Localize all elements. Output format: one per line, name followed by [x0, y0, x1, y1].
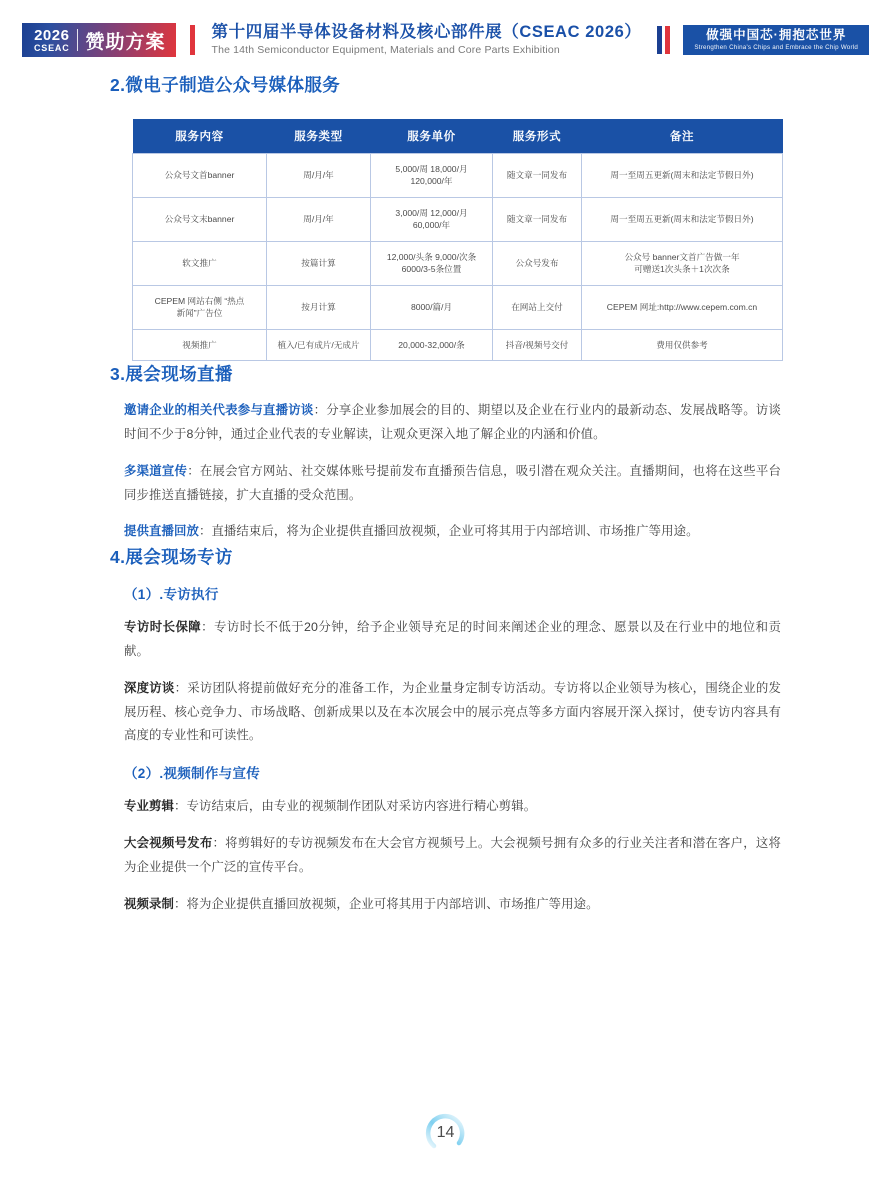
paragraph-body: ：分享企业参加展会的目的、期望以及企业在行业内的最新动态、发展战略等。访谈时间不少于8分钟，通过企业代表的专业解读，让观众更深入地了解企业的内涵和价值。 — [124, 403, 781, 441]
table-row — [133, 197, 783, 241]
page-header — [0, 0, 891, 72]
header-title-en: The 14th Semiconductor Equipment, Materials and Core Parts Exhibition — [211, 44, 560, 57]
cell-type: 周/月/年 — [267, 197, 371, 241]
cell-price — [371, 197, 493, 241]
paragraph — [124, 616, 781, 664]
page-number: 14 — [436, 1124, 455, 1141]
table-row — [133, 154, 783, 198]
cell-type: 周/月/年 — [267, 154, 371, 198]
paragraph-lead: 专业剪辑 — [124, 799, 174, 814]
cell-note: 周一至周五更新(周末和法定节假日外) — [582, 154, 783, 198]
brand-divider — [77, 29, 78, 51]
paragraph-lead: 多渠道宣传 — [124, 463, 188, 478]
cell-form: 抖音/视频号交付 — [493, 329, 582, 360]
paragraph-lead: 深度访谈 — [124, 680, 175, 695]
cell-price: 20,000-32,000/条 — [371, 329, 493, 360]
paragraph-lead: 大会视频号发布 — [124, 836, 213, 851]
paragraph — [124, 677, 781, 748]
cell-price: 8000/篇/月 — [371, 285, 493, 329]
cell-price-line-2: 6000/3-5条位置 — [401, 264, 462, 275]
paragraph-lead: 视频录制 — [124, 896, 174, 911]
cell-price — [371, 241, 493, 285]
cell-note-line-1: 公众号 banner文首广告做一年 — [624, 251, 740, 262]
cell-form: 公众号发布 — [493, 241, 582, 285]
cell-price — [371, 154, 493, 198]
table-col-header-type: 服务类型 — [267, 119, 371, 154]
header-title-block — [212, 22, 642, 58]
accent-bar-red — [190, 25, 195, 55]
paragraph-body: ：将剪辑好的专访视频发布在大会官方视频号上。大会视频号拥有众多的行业关注者和潜在客户，这将为企业提供一个广泛的宣传平台。 — [124, 836, 782, 874]
cell-price-line-1: 5,000/周 18,000/月 — [395, 164, 468, 174]
section-3-heading: 3.展会现场直播 — [110, 364, 233, 385]
paragraph — [124, 832, 781, 880]
cell-type: 按篇计算 — [267, 241, 371, 285]
subsection-1-heading: （1）.专访执行 — [124, 587, 219, 603]
page-number-footer — [0, 1110, 891, 1156]
cell-form: 随文章一同发布 — [493, 154, 582, 198]
cell-price-line-1: 12,000/头条 9,000/次条 — [386, 251, 477, 262]
cell-content: 视频推广 — [133, 329, 267, 360]
page-content — [0, 72, 891, 916]
slogan-cn: 做强中国芯·拥抱芯世界 — [706, 27, 847, 42]
cell-type: 按月计算 — [267, 285, 371, 329]
slogan-banner — [683, 25, 869, 55]
paragraph — [124, 795, 781, 819]
cell-content-line-1: CEPEM 网站右侧 “热点 — [154, 295, 245, 306]
page-number-badge — [423, 1110, 469, 1156]
slogan-en: Strengthen China's Chips and Embrace the Chip World — [694, 43, 859, 51]
paragraph-lead: 提供直播回放 — [124, 524, 199, 539]
cell-type: 植入/已有成片/无成片 — [267, 329, 371, 360]
header-title-cn: 第十四届半导体设备材料及核心部件展（CSEAC 2026） — [211, 22, 642, 41]
paragraph-lead: 邀请企业的相关代表参与直播访谈 — [124, 403, 314, 418]
paragraph-body: ：专访结束后，由专业的视频制作团队对采访内容进行精心剪辑。 — [173, 799, 537, 814]
cell-price-line-2: 120,000/年 — [410, 176, 453, 187]
header-accent-bars-left — [190, 25, 198, 55]
table-col-header-content: 服务内容 — [133, 119, 267, 154]
header-accent-bars-right — [657, 26, 673, 54]
paragraph — [124, 893, 781, 917]
cell-note-line-2: 可赠送1次头条＋1次次条 — [634, 264, 730, 275]
brand-cn-label: 赞助方案 — [85, 31, 166, 53]
table-col-header-note: 备注 — [582, 119, 783, 154]
subsection-2-heading: （2）.视频制作与宣传 — [124, 766, 261, 782]
paragraph-body: ：将为企业提供直播回放视频，企业可将其用于内部培训、市场推广等用途。 — [173, 896, 599, 911]
paragraph — [124, 399, 781, 447]
section-4-heading: 4.展会现场专访 — [110, 547, 233, 568]
accent-bar-blue — [657, 26, 662, 54]
cell-content: 公众号文末banner — [133, 197, 267, 241]
cell-form: 随文章一同发布 — [493, 197, 582, 241]
cell-note: 费用仅供参考 — [582, 329, 783, 360]
paragraph-body: ：采访团队将提前做好充分的准备工作，为企业量身定制专访活动。专访将以企业领导为核心，围绕企业的发展历程、核心竞争力、市场战略、创新成果以及在本次展会中的展示亮点等多方面内容展开深入探讨，使专访内容具有高度的专业性和可读性。 — [124, 680, 781, 743]
cell-note — [582, 241, 783, 285]
cell-content: 软文推广 — [133, 241, 267, 285]
cell-content — [133, 285, 267, 329]
paragraph-body: ：在展会官方网站、社交媒体账号提前发布直播预告信息，吸引潜在观众关注。直播期间，也将在这些平台同步推送直播链接，扩大直播的受众范围。 — [124, 463, 781, 502]
paragraph-body: ：直播结束后，将为企业提供直播回放视频，企业可将其用于内部培训、市场推广等用途。 — [198, 524, 699, 539]
table-row — [133, 285, 783, 329]
paragraph — [124, 520, 781, 544]
table-col-header-price: 服务单价 — [371, 119, 493, 154]
service-pricing-table — [132, 119, 783, 361]
paragraph — [124, 460, 781, 508]
table-row — [133, 241, 783, 285]
table-header-row — [133, 119, 783, 154]
cell-content: 公众号文首banner — [133, 154, 267, 198]
section-2-heading: 2.微电子制造公众号媒体服务 — [110, 75, 341, 95]
brand-year-block — [34, 28, 70, 53]
brand-abbr: CSEAC — [34, 42, 70, 53]
paragraph-lead: 专访时长保障 — [124, 620, 202, 635]
brand-badge — [22, 23, 176, 57]
cell-content-line-2: 新闻”广告位 — [176, 308, 223, 319]
cell-note: CEPEM 网址:http://www.cepem.com.cn — [582, 285, 783, 329]
cell-note: 周一至周五更新(周末和法定节假日外) — [582, 197, 783, 241]
brand-year: 2026 — [34, 26, 70, 44]
table-col-header-form: 服务形式 — [493, 119, 582, 154]
cell-price-line-1: 3,000/周 12,000/月 — [395, 207, 468, 218]
paragraph-body: ：专访时长不低于20分钟，给予企业领导充足的时间来阐述企业的理念、愿景以及在行业中的地位和贡献。 — [124, 620, 781, 658]
cell-form: 在网站上交付 — [493, 285, 582, 329]
table-row — [133, 329, 783, 360]
cell-price-line-2: 60,000/年 — [412, 220, 451, 231]
accent-bar-red-2 — [665, 26, 670, 54]
